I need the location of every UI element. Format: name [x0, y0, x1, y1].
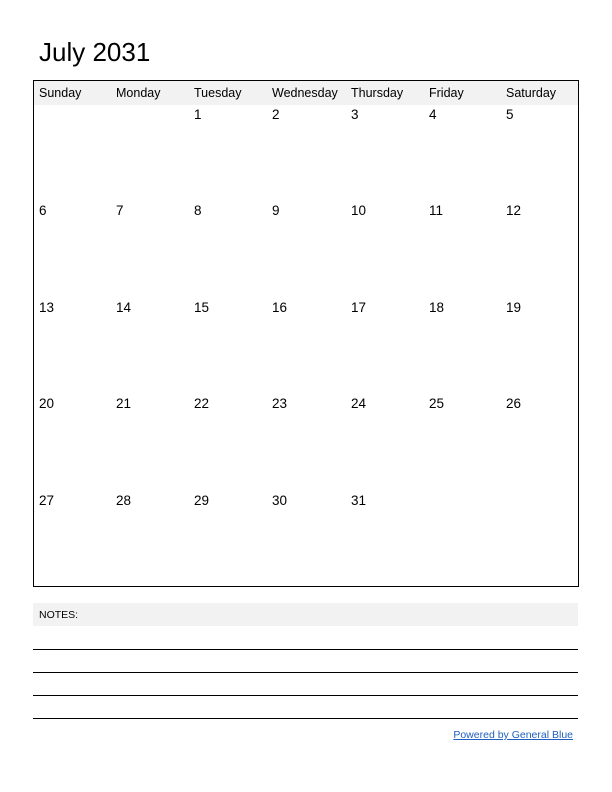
day-number: 9: [272, 203, 280, 218]
day-number: 5: [506, 107, 514, 122]
weekday-wednesday: Wednesday: [272, 86, 338, 100]
day-number: 19: [506, 300, 522, 315]
day-number: 28: [116, 493, 132, 508]
day-number: 13: [39, 300, 55, 315]
day-number: 12: [506, 203, 522, 218]
weekday-sunday: Sunday: [39, 86, 82, 100]
day-number: 17: [351, 300, 367, 315]
day-number: 16: [272, 300, 288, 315]
day-number: 15: [194, 300, 210, 315]
day-number: 1: [194, 107, 202, 122]
day-number: 24: [351, 396, 367, 411]
weekday-header-row: [34, 81, 578, 105]
day-number: 23: [272, 396, 288, 411]
day-number: 27: [39, 493, 55, 508]
notes-header: [33, 603, 578, 626]
weekday-friday: Friday: [429, 86, 464, 100]
day-number: 14: [116, 300, 132, 315]
day-number: 4: [429, 107, 437, 122]
note-line: [33, 718, 578, 719]
day-number: 6: [39, 203, 47, 218]
day-number: 7: [116, 203, 124, 218]
day-number: 22: [194, 396, 210, 411]
day-number: 20: [39, 396, 55, 411]
day-number: 25: [429, 396, 445, 411]
note-line: [33, 672, 578, 673]
weekday-thursday: Thursday: [351, 86, 404, 100]
notes-label: NOTES:: [39, 609, 79, 621]
calendar-title: July 2031: [39, 37, 151, 67]
weekday-saturday: Saturday: [506, 86, 557, 100]
note-line: [33, 649, 578, 650]
day-number: 30: [272, 493, 288, 508]
powered-by-link[interactable]: Powered by General Blue: [453, 729, 573, 741]
day-number: 29: [194, 493, 210, 508]
day-number: 18: [429, 300, 445, 315]
day-number: 10: [351, 203, 367, 218]
day-number: 21: [116, 396, 132, 411]
day-number: 8: [194, 203, 202, 218]
day-number: 26: [506, 396, 522, 411]
day-number: 2: [272, 107, 280, 122]
weekday-tuesday: Tuesday: [194, 86, 242, 100]
note-line: [33, 695, 578, 696]
day-number: 11: [429, 203, 444, 218]
day-number: 31: [351, 493, 367, 508]
calendar-grid: [33, 80, 579, 587]
day-number: 3: [351, 107, 359, 122]
weekday-monday: Monday: [116, 86, 161, 100]
